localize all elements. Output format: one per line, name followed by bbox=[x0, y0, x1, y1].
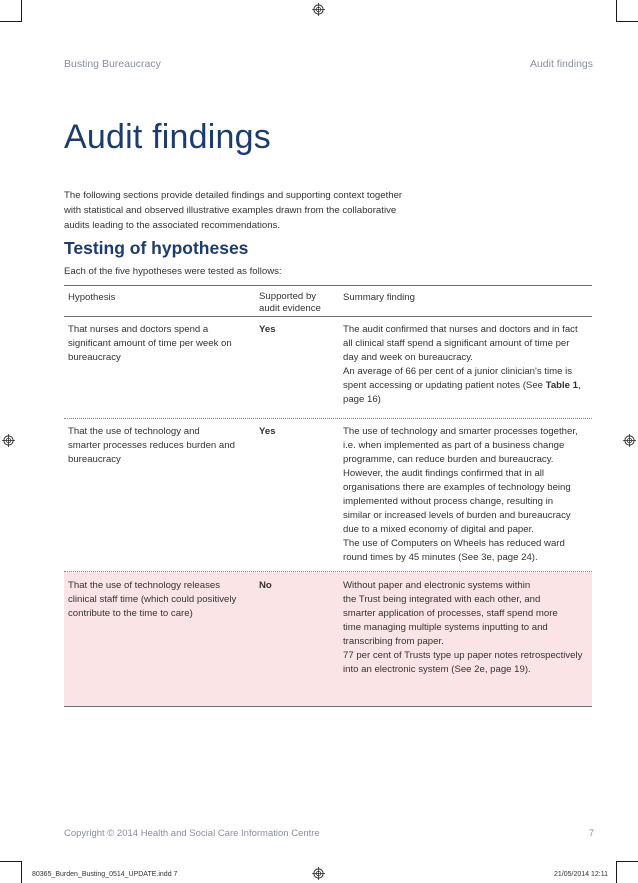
slug-date: 21/05/2014 12:11 bbox=[554, 871, 608, 878]
hypothesis-cell: That nurses and doctors spend a significant amount of time per week on bureaucracy bbox=[68, 324, 232, 363]
table-1-reference: Table 1 bbox=[545, 380, 579, 391]
intro-paragraph: The following sections provide detailed findings and supporting context together with statistical and observed illustrative examples drawn from the collaborative audits leading to the associated recommendations. bbox=[64, 190, 403, 231]
registration-mark-icon bbox=[623, 434, 636, 447]
supported-cell: Yes bbox=[259, 426, 276, 437]
table-top-rule bbox=[64, 285, 592, 286]
summary-cell: The use of technology and smarter processes together, i.e. when implemented as part of a business change programme, can reduce burden and bureaucracy. However, the audit findings confirmed that in all organisations there are examples of technology being implemented without process change, resulting in similar or increased levels of burden and bureaucracy due to a mixed economy of digital and paper. The use of Computers on Wheels has reduced ward round times by 45 minutes (See 3e, page 24). bbox=[343, 426, 578, 563]
section-lead: Each of the five hypotheses were tested as follows: bbox=[64, 266, 282, 277]
crop-mark-bl-v bbox=[21, 861, 22, 883]
hypothesis-cell: That the use of technology and smarter processes reduces burden and bureaucracy bbox=[68, 426, 235, 465]
page-number: 7 bbox=[588, 828, 594, 839]
crop-mark-tr-h bbox=[616, 21, 638, 22]
table-bottom-rule bbox=[64, 706, 592, 707]
header-rule bbox=[64, 316, 592, 317]
summary-cell: The audit confirmed that nurses and doctors and in fact all clinical staff spend a significant amount of time per day and week on bureaucracy. An average of 66 per cent of a junior clinician's time is spent accessing or updating patient notes (See Table 1, page 16) bbox=[343, 324, 581, 405]
slug-filename: 80365_Burden_Busting_0514_UPDATE.indd 7 bbox=[32, 871, 178, 878]
supported-cell: Yes bbox=[259, 324, 276, 335]
hypothesis-cell: That the use of technology releases clinical staff time (which could positively contribute to the time to care) bbox=[68, 580, 237, 619]
running-header-left: Busting Bureaucracy bbox=[64, 58, 161, 70]
header-summary: Summary finding bbox=[343, 292, 415, 303]
page-title: Audit findings bbox=[64, 118, 271, 156]
crop-mark-tr-v bbox=[616, 0, 617, 22]
crop-mark-tl-h bbox=[0, 21, 22, 22]
registration-mark-icon bbox=[312, 867, 325, 880]
running-header-right: Audit findings bbox=[529, 58, 593, 70]
header-supported: Supported by audit evidence bbox=[259, 291, 321, 314]
crop-mark-tl-v bbox=[21, 0, 22, 22]
registration-mark-icon bbox=[312, 3, 325, 16]
copyright-footer: Copyright © 2014 Health and Social Care Information Centre bbox=[64, 828, 320, 839]
crop-mark-br-v bbox=[616, 861, 617, 883]
registration-mark-icon bbox=[2, 434, 15, 447]
summary-cell: Without paper and electronic systems within the Trust being integrated with each other, and smarter application of processes, staff spend more time managing multiple systems inputting to and transcribing from paper. 77 per cent of Trusts type up paper notes retrospectively into an electronic system (See 2e, page 19). bbox=[343, 580, 583, 675]
row-divider bbox=[64, 418, 592, 419]
crop-mark-bl-h bbox=[0, 861, 22, 862]
supported-cell: No bbox=[259, 580, 272, 591]
crop-mark-br-h bbox=[616, 861, 638, 862]
header-hypothesis: Hypothesis bbox=[68, 292, 116, 303]
section-heading: Testing of hypotheses bbox=[64, 238, 249, 258]
